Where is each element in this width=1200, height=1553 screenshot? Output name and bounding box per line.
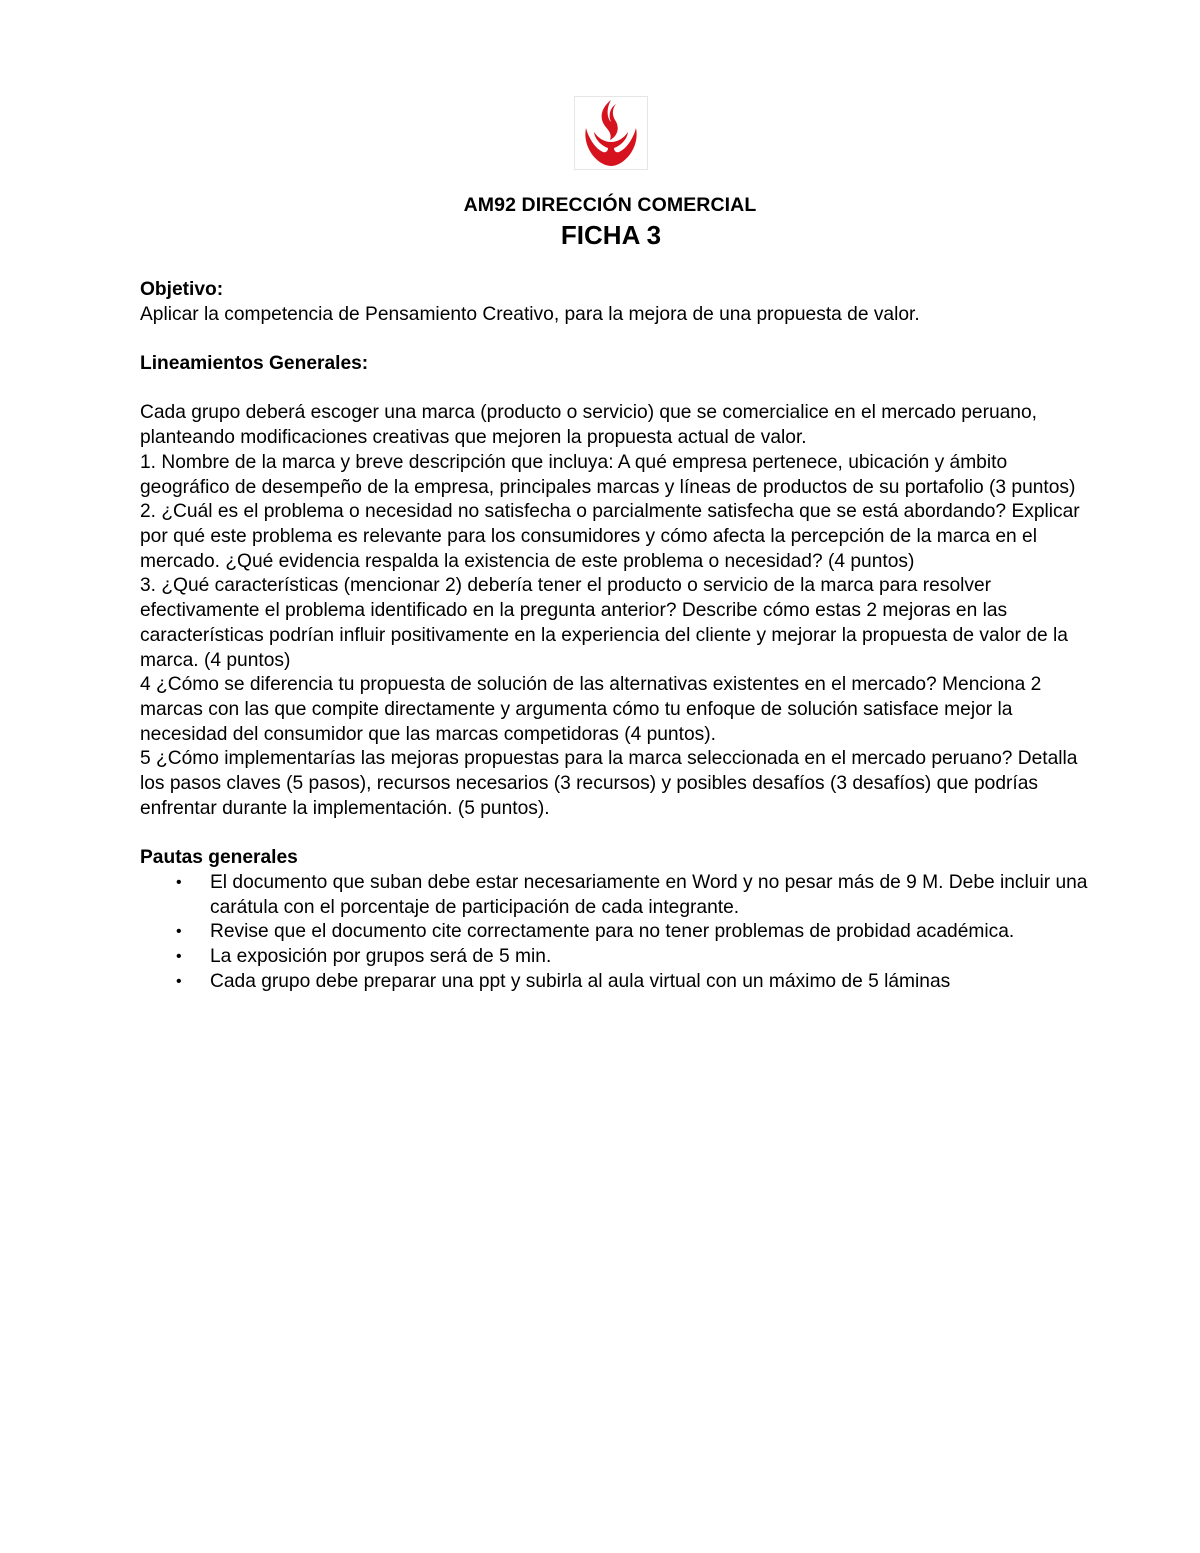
flame-logo-icon (574, 96, 648, 170)
lineamientos-intro: Cada grupo deberá escoger una marca (producto o servicio) que se comercialice en el mercado peruano, planteando modificaciones creativas que mejoren la propuesta actual de valor. (140, 402, 1037, 449)
ficha-title: FICHA 3 (560, 220, 662, 250)
document-body (140, 278, 1090, 994)
pautas-list (140, 871, 1090, 995)
pauta-text: El documento que suban debe estar necesariamente en Word y no pesar más de 9 M. Debe incluir una carátula con el porcentaje de participación de cada integrante. (210, 871, 1088, 918)
course-title: AM92 DIRECCIÓN COMERCIAL (463, 194, 757, 216)
lineamiento-item-3: 3. ¿Qué características (mencionar 2) debería tener el producto o servicio de la marca para resolver efectivamente el problema identificado en la pregunta anterior? Describe cómo estas 2 mejoras en las características podrían influir positivamente en la experiencia del cliente y mejorar la propuesta de valor de la marca. (4 puntos) (140, 575, 1068, 671)
list-item (140, 871, 1090, 920)
pauta-text: Revise que el documento cite correctamente para no tener problemas de probidad académica. (210, 921, 1015, 943)
pauta-text: La exposición por grupos será de 5 min. (210, 945, 552, 967)
lineamientos-heading: Lineamientos Generales: (140, 353, 369, 375)
objetivo-text: Aplicar la competencia de Pensamiento Creativo, para la mejora de una propuesta de valor. (140, 303, 920, 325)
bullet-icon: • (176, 972, 182, 990)
pauta-text: Cada grupo debe preparar una ppt y subirla al aula virtual con un máximo de 5 láminas (210, 970, 951, 992)
bullet-icon: • (176, 873, 182, 891)
bullet-icon: • (176, 923, 182, 941)
list-item (140, 970, 1090, 995)
lineamiento-item-1: 1. Nombre de la marca y breve descripción que incluya: A qué empresa pertenece, ubicación y ámbito geográfico de desempeño de la empresa, principales marcas y líneas de productos de su portafolio (3 puntos) (140, 451, 1076, 498)
lineamiento-item-2: 2. ¿Cuál es el problema o necesidad no satisfecha o parcialmente satisfecha que se está abordando? Explicar por qué este problema es relevante para los consumidores y cómo afecta la percepción de la marca en el mercado. ¿Qué evidencia respalda la existencia de este problema o necesidad? (4 puntos) (140, 501, 1080, 572)
lineamiento-item-4: 4 ¿Cómo se diferencia tu propuesta de solución de las alternativas existentes en el mercado? Menciona 2 marcas con las que compite directamente y argumenta cómo tu enfoque de solución satisface mejor la necesidad del consumidor que las marcas competidoras (4 puntos). (140, 674, 1042, 745)
spacer (140, 327, 1090, 352)
spacer (140, 377, 1090, 402)
list-item (140, 945, 1090, 970)
objetivo-heading: Objetivo: (140, 279, 224, 300)
bullet-icon: • (176, 947, 182, 965)
list-item (140, 920, 1090, 945)
university-logo (574, 96, 648, 170)
pautas-heading: Pautas generales (140, 847, 298, 869)
spacer (140, 821, 1090, 846)
lineamiento-item-5: 5 ¿Cómo implementarías las mejoras propuestas para la marca seleccionada en el mercado peruano? Detalla los pasos claves (5 pasos), recursos necesarios (3 recursos) y posibles desafíos (3 desafíos) que podrías enfrentar durante la implementación. (5 puntos). (140, 748, 1078, 819)
